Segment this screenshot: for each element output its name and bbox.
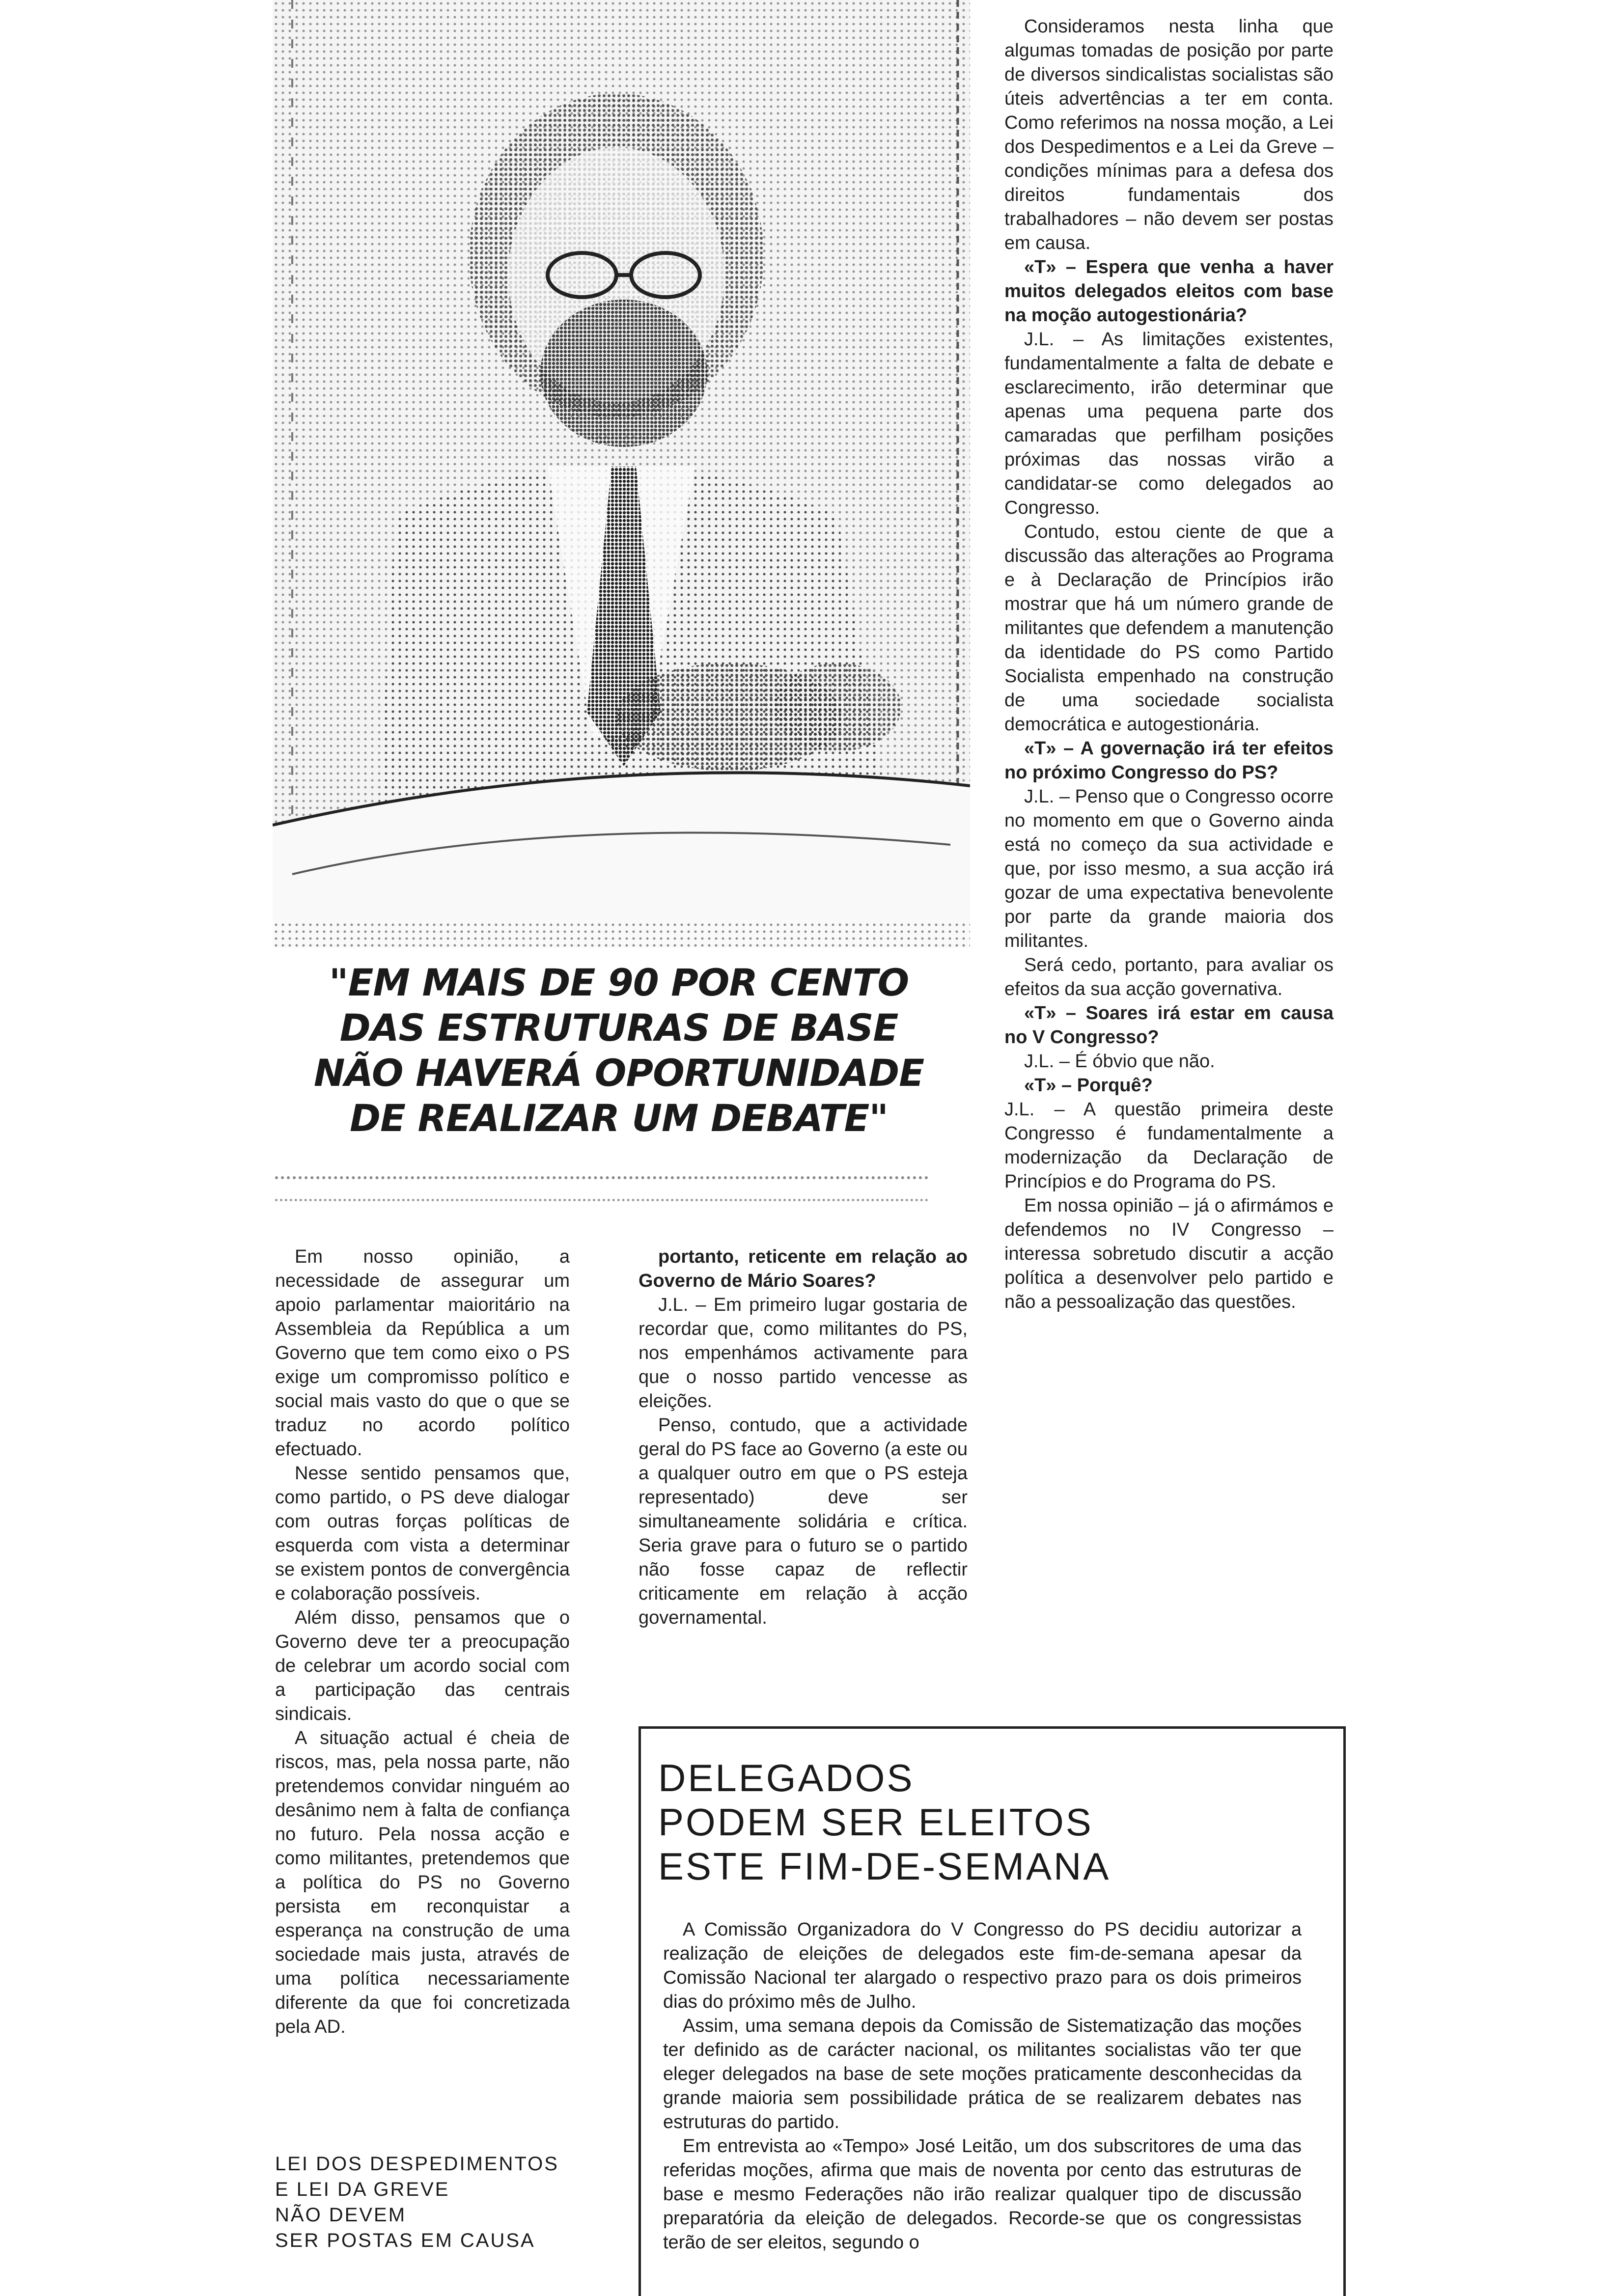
headline-line: DE REALIZAR UM DEBATE" [350,1096,888,1140]
paragraph: A Comissão Organizadora do V Congresso do PS decidiu autorizar a realização de eleições de delegados este fim-de-semana apesar da Comissão Nacional ter alargado o respectivo prazo para os dois primeiros dias do próximo mês de Julho. [663,1919,1302,2012]
paragraph: Em nosso opinião, a necessidade de assegurar um apoio parlamentar maioritário na Assembleia da República a um Governo que tem como eixo o PS exige um compromisso político e social mais vasto do que o que se traduz no acordo político efectuado. [275,1246,570,1460]
paragraph: Será cedo, portanto, para avaliar os efeitos da sua acção governativa. [1004,955,1333,999]
dotted-divider [275,1176,928,1201]
paragraph: Penso, contudo, que a actividade geral do PS face ao Governo (a este ou a qualquer outro em que o PS esteja representado) deve ser simultaneamente solidária e crítica. Seria grave para o futuro se o partido não fosse capaz de reflectir criticamente em relação à acção governamental. [639,1415,968,1628]
interview-question: portanto, reticente em relação ao Governo de Mário Soares? [639,1246,968,1291]
paragraph: Em nossa opinião – já o afirmámos e defendemos no IV Congresso – interessa sobretudo discutir a acção política a desenvolver pelo partido e não a pessoalização das questões. [1004,1195,1333,1312]
headline-quote [275,960,963,1141]
interview-answer: J.L. – Penso que o Congresso ocorre no momento em que o Governo ainda está no começo da sua actividade e que, por isso mesmo, a sua acção irá gozar de uma expectativa benevolente por parte da grande maioria dos militantes. [1004,786,1333,951]
subhead-line: SER POSTAS EM CAUSA [275,2230,535,2251]
subhead-line: LEI DOS DESPEDIMENTOS [275,2153,559,2175]
box-title-line: ESTE FIM-DE-SEMANA [658,1845,1111,1888]
paragraph: Assim, uma semana depois da Comissão de Sistematização das moções ter definido as de carácter nacional, os militantes socialistas vão ter que eleger delegados na base de sete moções praticamente desconhecidas da grande maioria sem possibilidade prática de se realizarem debates nas estruturas do partido. [663,2016,1302,2132]
paragraph: Em entrevista ao «Tempo» José Leitão, um dos subscritores de uma das referidas moções, afirma que mais de noventa por cento das estruturas de base e mesmo Federações não irão realizar qualquer tipo de discussão preparatória da eleição de delegados. Recorde-se que os congressistas terão de ser eleitos, segundo o [663,2136,1302,2253]
box-title [658,1756,1297,1888]
interview-question: «T» – A governação irá ter efeitos no próximo Congresso do PS? [1004,738,1333,783]
headline-line: DAS ESTRUTURAS DE BASE [339,1006,898,1050]
interview-answer: J.L. – A questão primeira deste Congresso é fundamentalmente a modernização da Declaração de Princípios e do Programa do PS. [1004,1099,1333,1192]
portrait-photo [273,0,970,948]
box-title-line: PODEM SER ELEITOS [658,1800,1093,1844]
paragraph: Contudo, estou ciente de que a discussão das alterações ao Programa e à Declaração de Princípios irão mostrar que há um número grande de militantes que defendem a manutenção da identidade do PS como Partido Socialista empenhado na construção de uma sociedade socialista democrática e autogestionária. [1004,522,1333,735]
section-subhead [275,2151,589,2253]
paragraph: A situação actual é cheia de riscos, mas, pela nossa parte, não pretendemos convidar ninguém ao desânimo nem à falta de confiança no futuro. Pela nossa acção e como militantes, pretendemos que a política do PS no Governo persista em reconquistar a esperança na construção de uma sociedade mais justa, através de uma política necessariamente diferente da que foi concretizada pela AD. [275,1728,570,2037]
paragraph: Nesse sentido pensamos que, como partido, o PS deve dialogar com outras forças políticas de esquerda com vista a determinar se existem pontos de convergência e colaboração possíveis. [275,1463,570,1604]
interview-question: «T» – Soares irá estar em causa no V Congresso? [1004,1003,1333,1048]
photo-halftone [273,0,970,948]
interview-question: «T» – Espera que venha a haver muitos delegados eleitos com base na moção autogestionária? [1004,257,1333,326]
interview-answer: J.L. – As limitações existentes, fundamentalmente a falta de debate e esclarecimento, irão determinar que apenas uma pequena parte dos camaradas que perfilham posições próximas das nossas virão a candidatar-se como delegados ao Congresso. [1004,329,1333,518]
paragraph: Consideramos nesta linha que algumas tomadas de posição por parte de diversos sindicalistas socialistas são úteis advertências a ter em conta. Como referimos na nossa moção, a Lei dos Despedimentos e a Lei da Greve – condições mínimas para a defesa dos direitos fundamentais dos trabalhadores – não devem ser postas em causa. [1004,16,1333,253]
subhead-line: NÃO DEVEM [275,2204,407,2226]
headline-line: "EM MAIS DE 90 POR CENTO [329,961,909,1004]
interview-answer: J.L. – Em primeiro lugar gostaria de recordar que, como militantes do PS, nos empenhámos activamente para que o nosso partido vencesse as eleições. [639,1295,968,1411]
left-column [275,1245,570,2039]
box-title-line: DELEGADOS [658,1756,915,1799]
headline-line: NÃO HAVERÁ OPORTUNIDADE [313,1051,924,1095]
paragraph: Além disso, pensamos que o Governo deve ter a preocupação de celebrar um acordo social com a participação das centrais sindicais. [275,1607,570,1724]
box-body [663,1918,1302,2255]
interview-question: «T» – Porquê? [1024,1075,1153,1096]
subhead-line: E LEI DA GREVE [275,2179,450,2200]
right-column [1004,15,1333,1314]
interview-answer: J.L. – É óbvio que não. [1024,1051,1215,1072]
middle-column [639,1245,968,1630]
